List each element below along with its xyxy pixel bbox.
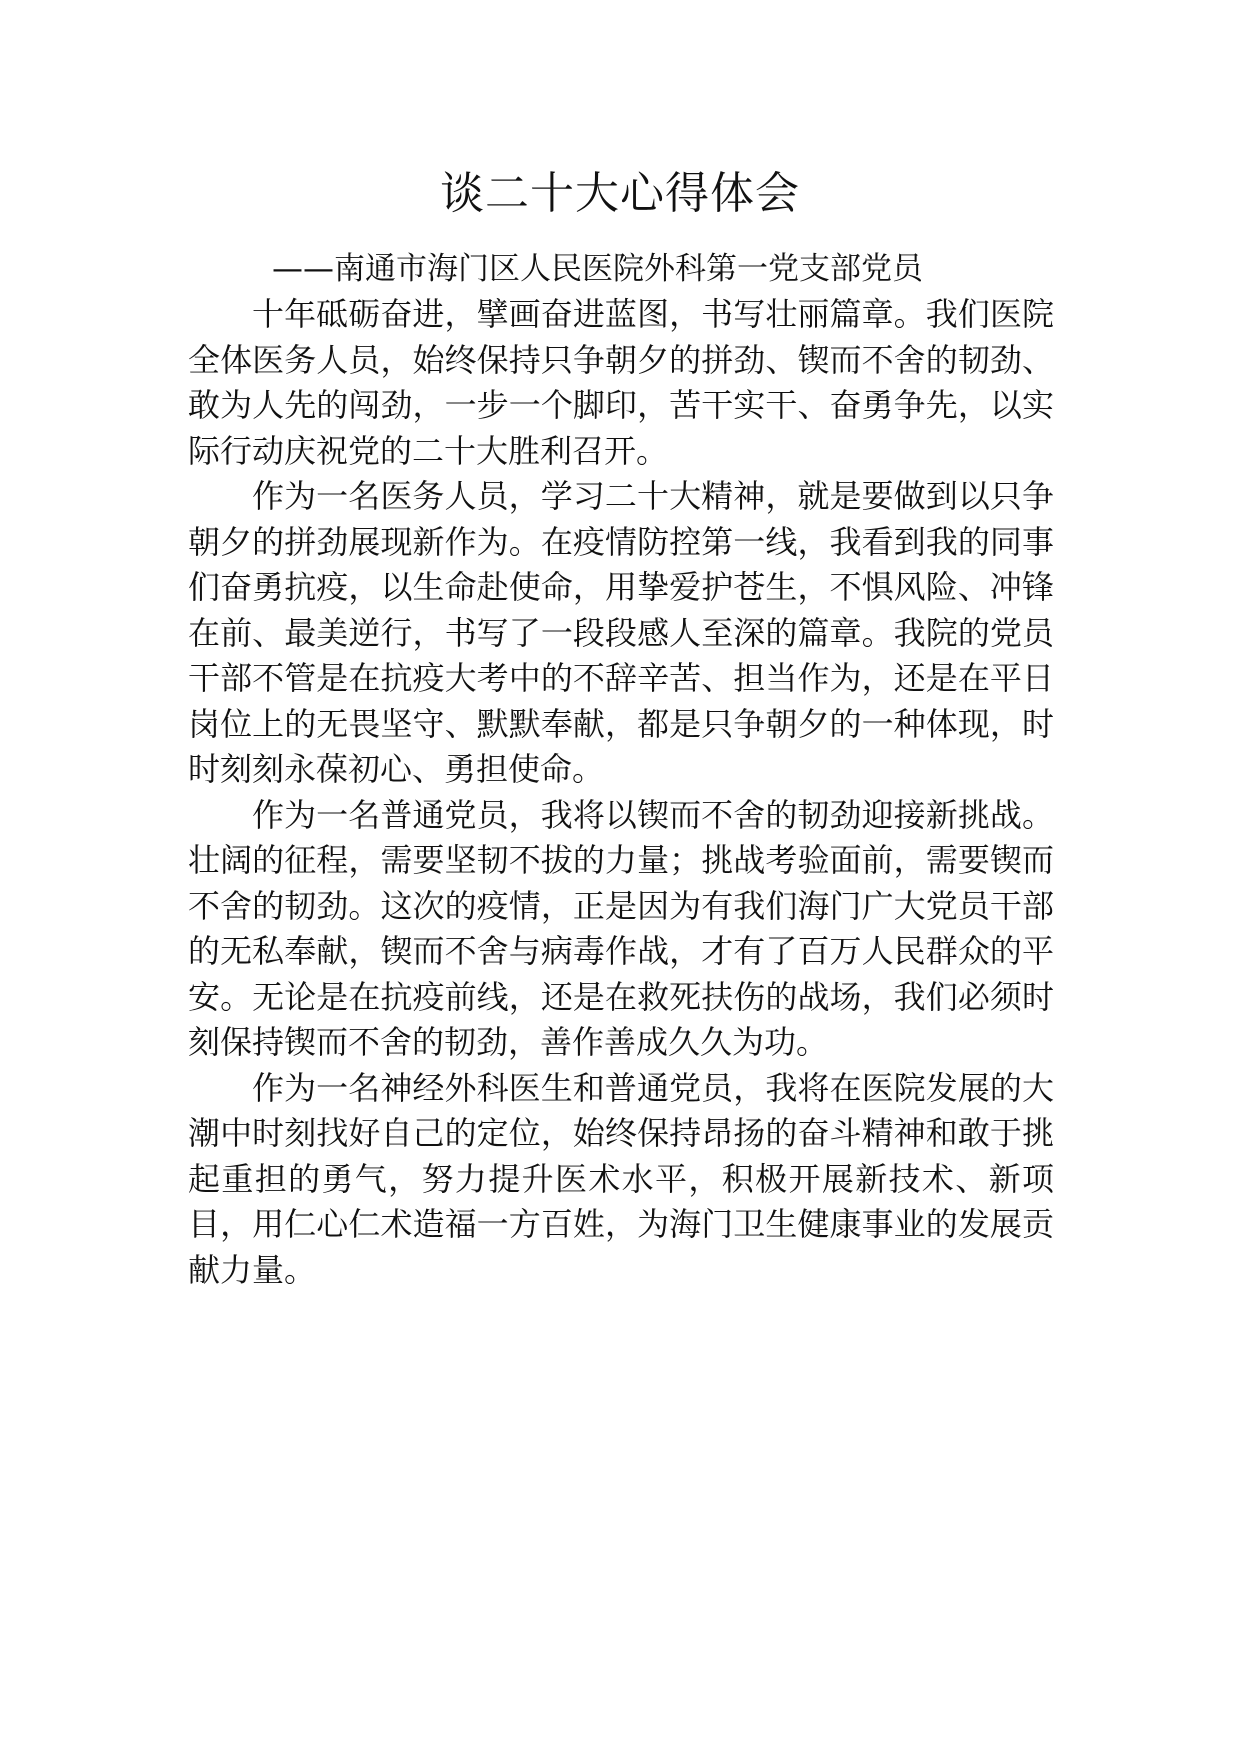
document-subtitle: ——南通市海门区人民医院外科第一党支部党员 [272,251,923,287]
paragraph-4: 作为一名神经外科医生和普通党员，我将在医院发展的大潮中时刻找好自己的定位，始终保持昂扬的奋斗精神和敢于挑起重担的勇气，努力提升医术水平，积极开展新技术、新项目，用仁心仁术造福一方百姓，为海门卫生健康事业的发展贡献力量。 [188,1068,1054,1289]
paragraph-3: 作为一名普通党员，我将以锲而不舍的韧劲迎接新挑战。壮阔的征程，需要坚韧不拔的力量；挑战考验面前，需要锲而不舍的韧劲。这次的疫情，正是因为有我们海门广大党员干部的无私奉献，锲而不舍与病毒作战，才有了百万人民群众的平安。无论是在抗疫前线，还是在救死扶伤的战场，我们必须时刻保持锲而不舍的韧劲，善作善成久久为功。 [188,795,1054,1061]
document-body [188,292,1054,1293]
document-title: 谈二十大心得体会 [440,168,800,219]
paragraph-1: 十年砥砺奋进，擘画奋进蓝图，书写壮丽篇章。我们医院全体医务人员，始终保持只争朝夕的拼劲、锲而不舍的韧劲、敢为人先的闯劲，一步一个脚印，苦干实干、奋勇争先，以实际行动庆祝党的二十大胜利召开。 [188,295,1054,470]
paragraph-2: 作为一名医务人员，学习二十大精神，就是要做到以只争朝夕的拼劲展现新作为。在疫情防控第一线，我看到我的同事们奋勇抗疫，以生命赴使命，用挚爱护苍生，不惧风险、冲锋在前、最美逆行，书写了一段段感人至深的篇章。我院的党员干部不管是在抗疫大考中的不辞辛苦、担当作为，还是在平日岗位上的无畏坚守、默默奉献，都是只争朝夕的一种体现，时时刻刻永葆初心、勇担使命。 [188,477,1054,788]
